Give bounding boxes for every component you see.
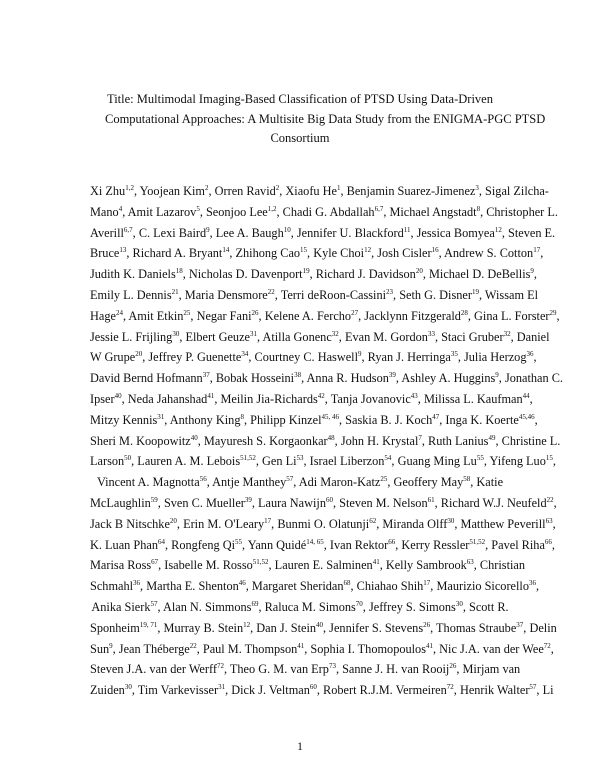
author-name: , Yifeng Luo [483, 454, 546, 469]
affiliation-superscript: 34 [241, 350, 249, 359]
author-name: , Guang Ming Lu [391, 454, 477, 469]
author-name: , Jessica Bomyea [410, 225, 495, 240]
affiliation-superscript: 39 [388, 371, 396, 380]
author-name: , Sven C. Mueller [157, 495, 245, 510]
author-name: , Sophia I. Thomopoulos [304, 641, 426, 656]
affiliation-superscript: 23 [386, 287, 394, 296]
author-name: , Laura Nawijn [251, 495, 326, 510]
affiliation-superscript: 58 [463, 475, 471, 484]
author-line [90, 472, 510, 493]
affiliation-superscript: 22 [546, 495, 554, 504]
author-line [90, 493, 557, 514]
affiliation-superscript: 51,52 [252, 558, 269, 567]
author-name: Marisa Ross [90, 558, 152, 573]
affiliation-superscript: 40 [316, 620, 324, 629]
author-name: , Rongfeng Qi [164, 537, 235, 552]
author-name: , Dan J. Stein [250, 620, 317, 635]
author-name: , Robert R.J.M. Vermeiren [316, 683, 447, 698]
affiliation-superscript: 41 [297, 641, 305, 650]
author-name: , Thomas Straube [430, 620, 517, 635]
affiliation-superscript: 43 [410, 391, 418, 400]
author-name: , Negar Fani [190, 308, 252, 323]
author-name: , Nic J.A. van der Wee [433, 641, 544, 656]
author-name: , Theo G. M. van Erp [223, 662, 329, 677]
author-name: , Jonathan C. [498, 371, 564, 386]
affiliation-superscript: 48 [327, 433, 335, 442]
affiliation-superscript: 9 [358, 350, 362, 359]
author-name: , Henrik Walter [453, 683, 530, 698]
affiliation-superscript: 4 [118, 204, 123, 213]
author-name: , [533, 267, 537, 282]
author-name: , [536, 579, 540, 594]
author-name: , Adi Maron-Katz [293, 475, 381, 490]
author-line [90, 202, 558, 223]
author-name: , Michael Angstadt [383, 204, 477, 219]
affiliation-superscript: 33 [427, 329, 435, 338]
title-line: Title: Multimodal Imaging-Based Classification of PTSD Using Data-Driven [107, 92, 493, 106]
affiliation-superscript: 1,2 [267, 204, 277, 213]
author-name: , Anthony King [164, 412, 241, 427]
author-line [90, 431, 561, 452]
affiliation-superscript: 68 [343, 579, 351, 588]
author-line [90, 659, 521, 680]
author-name: , Tanja Jovanovic [324, 391, 411, 406]
author-name: Anika Sierk [91, 599, 151, 614]
affiliation-superscript: 32 [331, 329, 339, 338]
affiliation-superscript: 30 [455, 599, 463, 608]
author-name: , Raluca M. Simons [258, 599, 356, 614]
author-name: W Grupe [90, 350, 136, 365]
author-name: , [534, 412, 538, 427]
author-line [90, 555, 526, 576]
affiliation-superscript: 1 [337, 183, 341, 192]
author-name: Ipser [90, 391, 115, 406]
author-name: , Julia Herzog [457, 350, 527, 365]
affiliation-superscript: 70 [355, 599, 363, 608]
author-name: , C. Lexi Baird [132, 225, 207, 240]
title-line: Consortium [270, 131, 330, 145]
affiliation-superscript: 62 [369, 516, 377, 525]
author-name: , Chadi G. Abdallah [276, 204, 375, 219]
affiliation-superscript: 37 [202, 371, 210, 380]
author-name: , Gen Li [255, 454, 297, 469]
affiliation-superscript: 39 [244, 495, 252, 504]
author-line [90, 451, 556, 472]
author-name: , [533, 350, 537, 365]
affiliation-superscript: 25 [183, 308, 191, 317]
affiliation-superscript: 9 [495, 371, 499, 380]
affiliation-superscript: 63 [545, 516, 553, 525]
affiliation-superscript: 54 [384, 454, 392, 463]
author-name: , Katie [470, 475, 504, 490]
affiliation-superscript: 50 [124, 454, 132, 463]
affiliation-superscript: 69 [251, 599, 259, 608]
affiliation-superscript: 29 [549, 308, 557, 317]
affiliation-superscript: 60 [309, 683, 317, 692]
affiliation-superscript: 26 [423, 620, 431, 629]
affiliation-superscript: 16 [431, 246, 439, 255]
affiliation-superscript: 9 [109, 641, 113, 650]
affiliation-superscript: 30 [172, 329, 180, 338]
author-name: , Atilla Gonenc [257, 329, 332, 344]
author-line [90, 618, 557, 639]
author-line [90, 223, 556, 244]
affiliation-superscript: 9 [206, 225, 210, 234]
affiliation-superscript: 1,2 [125, 183, 134, 192]
affiliation-superscript: 12 [494, 225, 502, 234]
author-name: Mitzy Kennis [90, 412, 158, 427]
author-name: , Philipp Kinzel [243, 412, 322, 427]
affiliation-superscript: 41 [426, 641, 433, 650]
affiliation-superscript: 36 [526, 350, 534, 359]
author-name: Judith K. Daniels [90, 267, 176, 282]
author-name: , Terri deRoon-Cassini [274, 287, 387, 302]
author-name: , [529, 391, 533, 406]
author-name: , Michael D. DeBellis [422, 267, 531, 282]
author-name: , Antje Manthey [206, 475, 287, 490]
affiliation-superscript: 18 [175, 267, 183, 276]
affiliation-superscript: 60 [325, 495, 333, 504]
author-name: , Alan N. Simmons [157, 599, 252, 614]
author-line [90, 410, 538, 431]
author-name: , Wissam El [478, 287, 539, 302]
author-name: , Sanne J. H. van Rooij [335, 662, 450, 677]
affiliation-superscript: 64 [157, 537, 165, 546]
affiliation-superscript: 42 [317, 391, 325, 400]
author-name: Jessie L. Frijling [90, 329, 173, 344]
affiliation-superscript: 67 [151, 558, 159, 567]
affiliation-superscript: 6,7 [374, 204, 384, 213]
affiliation-superscript: 37 [516, 620, 524, 629]
author-name: Hage [90, 308, 116, 323]
author-name: , Josh Cisler [371, 246, 432, 261]
affiliation-superscript: 47 [432, 412, 440, 421]
author-name: , Richard W.J. Neufeld [434, 495, 547, 510]
author-name: , Zhihong Cao [229, 246, 301, 261]
affiliation-superscript: 31 [250, 329, 257, 338]
affiliation-superscript: 19, 71 [139, 620, 158, 629]
affiliation-superscript: 56 [199, 475, 207, 484]
author-name: , Seonjoo Lee [199, 204, 268, 219]
author-name: , [553, 495, 557, 510]
author-name: Steven J.A. van der Werff [90, 662, 217, 677]
affiliation-superscript: 15 [545, 454, 553, 463]
affiliation-superscript: 31 [157, 412, 165, 421]
author-name: , Lee A. Baugh [209, 225, 284, 240]
author-line [90, 514, 556, 535]
affiliation-superscript: 8 [476, 204, 481, 213]
author-name: , Murray B. Stein [157, 620, 244, 635]
author-name: , Jean Théberge [112, 641, 190, 656]
affiliation-superscript: 30 [447, 516, 455, 525]
author-line [90, 327, 550, 348]
affiliation-superscript: 66 [388, 537, 396, 546]
author-name: Xi Zhu [90, 184, 126, 198]
author-name: , Steven M. Nelson [332, 495, 428, 510]
author-name: , Paul M. Thompson [196, 641, 298, 656]
affiliation-superscript: 26 [251, 308, 259, 317]
author-line [90, 639, 554, 660]
author-line [90, 243, 544, 264]
author-line [90, 264, 537, 285]
author-name: , Yoojean Kim [133, 184, 205, 198]
affiliation-superscript: 19 [471, 287, 479, 296]
author-line [90, 389, 533, 410]
author-name: Larson [90, 454, 125, 469]
author-name: David Bernd Hofmann [90, 371, 203, 386]
affiliation-superscript: 36 [133, 579, 141, 588]
affiliation-superscript: 57 [286, 475, 294, 484]
author-name: , Maria Densmore [178, 287, 268, 302]
author-name: , Erin M. O'Leary [176, 516, 265, 531]
affiliation-superscript: 2 [275, 183, 280, 192]
affiliation-superscript: 57 [529, 683, 537, 692]
author-name: McLaughlin [90, 495, 151, 510]
affiliation-superscript: 24 [115, 308, 123, 317]
author-line [90, 368, 564, 389]
affiliation-superscript: 51,52 [469, 537, 486, 546]
paper-title [105, 90, 546, 149]
affiliation-superscript: 55 [476, 454, 484, 463]
author-name: , [550, 641, 554, 656]
affiliation-superscript: 72 [216, 662, 224, 671]
affiliation-superscript: 27 [351, 308, 359, 317]
author-name: , Steven E. [501, 225, 556, 240]
author-name: , Isabelle M. Rosso [158, 558, 253, 573]
author-name: , Chiahao Shih [350, 579, 424, 594]
author-name: , Jennifer S. Stevens [323, 620, 424, 635]
author-line [90, 576, 540, 597]
affiliation-superscript: 59 [150, 495, 158, 504]
affiliation-superscript: 51,52 [240, 454, 256, 463]
author-name: , Xiaofu He [279, 184, 337, 198]
author-name: Mano [90, 204, 119, 219]
affiliation-superscript: 17 [423, 579, 431, 588]
author-name: , [552, 516, 556, 531]
title-line: Computational Approaches: A Multisite Big Data Study from the ENIGMA-PGC PTSD [105, 111, 546, 126]
author-name: Sheri M. Koopowitz [90, 433, 191, 448]
author-name: , Ashley A. Huggins [395, 371, 496, 386]
author-line [90, 306, 560, 327]
author-name: , Elbert Geuze [179, 329, 250, 344]
author-name: , Meilin Jia-Richards [214, 391, 318, 406]
author-name: Zuiden [90, 683, 125, 698]
author-name: , Lauren E. Salminen [268, 558, 373, 573]
affiliation-superscript: 13 [119, 246, 127, 255]
affiliation-superscript: 55 [235, 537, 242, 546]
author-name: , Inga K. Koerte [439, 412, 519, 427]
affiliation-superscript: 32 [503, 329, 511, 338]
author-name: , Nicholas D. Davenport [182, 267, 303, 282]
author-name: , Staci Gruber [434, 329, 504, 344]
author-name: , Miranda Olff [376, 516, 448, 531]
affiliation-superscript: 15 [300, 246, 308, 255]
author-name: , Christopher L. [480, 204, 558, 219]
author-name: , Andrew S. Cotton [438, 246, 534, 261]
author-line [90, 285, 539, 306]
affiliation-superscript: 14, 65 [306, 537, 324, 546]
author-name: , Richard A. Bryant [126, 246, 223, 261]
author-name: , Jeffrey P. Guenette [142, 350, 242, 365]
author-name: , [552, 454, 556, 469]
affiliation-superscript: 30 [124, 683, 132, 692]
affiliation-superscript: 46 [238, 579, 246, 588]
author-name: , Kelene A. Fercho [258, 308, 352, 323]
affiliation-superscript: 14 [222, 246, 230, 255]
author-name: , Orren Ravid [208, 184, 276, 198]
affiliation-superscript: 72 [446, 683, 454, 692]
author-name: , Mirjam van [456, 662, 521, 677]
author-name: , Ryan J. Herringa [361, 350, 451, 365]
author-name: , John H. Krystal [334, 433, 419, 448]
affiliation-superscript: 26 [449, 662, 457, 671]
author-name: , Courtney C. Haswell [248, 350, 358, 365]
author-name: , Saskia B. J. Koch [339, 412, 433, 427]
affiliation-superscript: 2 [205, 183, 209, 192]
author-name: , Daniel [510, 329, 550, 344]
author-name: , Kelly Sambrook [379, 558, 467, 573]
affiliation-superscript: 66 [544, 537, 552, 546]
author-name: , Ruth Lanius [421, 433, 489, 448]
affiliation-superscript: 22 [267, 287, 275, 296]
affiliation-superscript: 5 [196, 204, 200, 213]
author-name: , Benjamin Suarez-Jimenez [340, 184, 476, 198]
affiliation-superscript: 3 [475, 183, 479, 192]
affiliation-superscript: 31 [218, 683, 226, 692]
author-name: , Amit Etkin [122, 308, 184, 323]
author-name: Emily L. Dennis [90, 287, 172, 302]
affiliation-superscript: 22 [189, 641, 197, 650]
author-name: , Amit Lazarov [122, 204, 197, 219]
affiliation-superscript: 20 [415, 267, 423, 276]
affiliation-superscript: 53 [296, 454, 304, 463]
author-list [90, 181, 564, 701]
affiliation-superscript: 12 [243, 620, 251, 629]
affiliation-superscript: 25 [380, 475, 388, 484]
affiliation-superscript: 35 [450, 350, 458, 359]
author-name: , Israel Liberzon [303, 454, 385, 469]
affiliation-superscript: 9 [530, 267, 534, 276]
author-name: , Evan M. Gordon [338, 329, 428, 344]
affiliation-superscript: 17 [264, 516, 272, 525]
affiliation-superscript: 40 [190, 433, 198, 442]
affiliation-superscript: 28 [460, 308, 468, 317]
author-name: , Geoffery May [387, 475, 464, 490]
author-name: , Li [536, 683, 554, 698]
affiliation-superscript: 17 [533, 246, 541, 255]
affiliation-superscript: 40 [114, 391, 122, 400]
author-name: , Anna R. Hudson [301, 371, 389, 386]
affiliation-superscript: 11 [403, 225, 411, 234]
author-name: , Christian [473, 558, 526, 573]
affiliation-superscript: 20 [135, 350, 143, 359]
author-line [90, 181, 549, 202]
author-name: , Kerry Ressler [395, 537, 470, 552]
author-name: , [551, 537, 555, 552]
author-name: , Jeffrey S. Simons [362, 599, 456, 614]
author-name: , Matthew Peverill [454, 516, 546, 531]
affiliation-superscript: 8 [240, 412, 244, 421]
affiliation-superscript: 21 [171, 287, 179, 296]
author-name: , Yann Quidé [242, 537, 307, 552]
author-name: , Bunmi O. Olatunji [271, 516, 370, 531]
affiliation-superscript: 45, 46 [321, 412, 340, 421]
author-name: , Maurizio Sicorello [430, 579, 529, 594]
author-name: , Scott R. [462, 599, 509, 614]
author-name: , Martha E. Shenton [140, 579, 239, 594]
author-name: , Pavel Riha [485, 537, 545, 552]
author-line [90, 597, 510, 618]
affiliation-superscript: 63 [466, 558, 474, 567]
affiliation-superscript: 61 [427, 495, 435, 504]
author-name: , Mayuresh S. Korgaonkar [197, 433, 328, 448]
affiliation-superscript: 57 [150, 599, 158, 608]
author-name: , Bobak Hosseini [209, 371, 295, 386]
author-name: , Christine L. [495, 433, 561, 448]
affiliation-superscript: 20 [169, 516, 177, 525]
author-name: Sponheim [90, 620, 140, 635]
author-name: , Jacklynn Fitzgerald [358, 308, 461, 323]
author-name: , Sigal Zilcha- [478, 184, 549, 198]
affiliation-superscript: 44 [522, 391, 530, 400]
affiliation-superscript: 49 [488, 433, 496, 442]
author-name: Jack B Nitschke [90, 516, 170, 531]
author-name: , Lauren A. M. Lebois [131, 454, 241, 469]
author-name: Bruce [90, 246, 120, 261]
author-name: , Margaret Sheridan [245, 579, 344, 594]
page-number: 1 [297, 739, 303, 753]
author-name: , Neda Jahanshad [121, 391, 208, 406]
affiliation-superscript: 72 [543, 641, 551, 650]
author-name: Averill [90, 225, 124, 240]
author-name: , Gina L. Forster [467, 308, 550, 323]
author-name: , Kyle Choi [307, 246, 365, 261]
author-name: , Richard J. Davidson [309, 267, 416, 282]
author-name: , [556, 308, 560, 323]
author-name: , Delin [523, 620, 557, 635]
affiliation-superscript: 41 [372, 558, 380, 567]
author-name: , [540, 246, 544, 261]
author-name: , Tim Varkevisser [131, 683, 219, 698]
author-line [90, 680, 554, 701]
affiliation-superscript: 6,7 [123, 225, 133, 234]
author-name: , Milissa L. Kaufman [417, 391, 523, 406]
author-name: Vincent A. Magnotta [96, 475, 200, 490]
author-line [90, 347, 537, 368]
author-name: Schmahl [90, 579, 134, 594]
affiliation-superscript: 73 [328, 662, 336, 671]
affiliation-superscript: 19 [302, 267, 310, 276]
author-name: , Ivan Rektor [323, 537, 389, 552]
affiliation-superscript: 7 [418, 433, 422, 442]
affiliation-superscript: 41 [207, 391, 215, 400]
affiliation-superscript: 10 [283, 225, 291, 234]
affiliation-superscript: 36 [529, 579, 536, 588]
author-line [90, 535, 555, 556]
author-name: K. Luan Phan [90, 537, 158, 552]
author-name: , Dick J. Veltman [225, 683, 310, 698]
author-name: , Jennifer U. Blackford [290, 225, 404, 240]
author-name: , Seth G. Disner [393, 287, 472, 302]
affiliation-superscript: 45,46 [518, 412, 535, 421]
affiliation-superscript: 38 [294, 371, 302, 380]
author-name: Sun [90, 641, 110, 656]
affiliation-superscript: 12 [364, 246, 372, 255]
